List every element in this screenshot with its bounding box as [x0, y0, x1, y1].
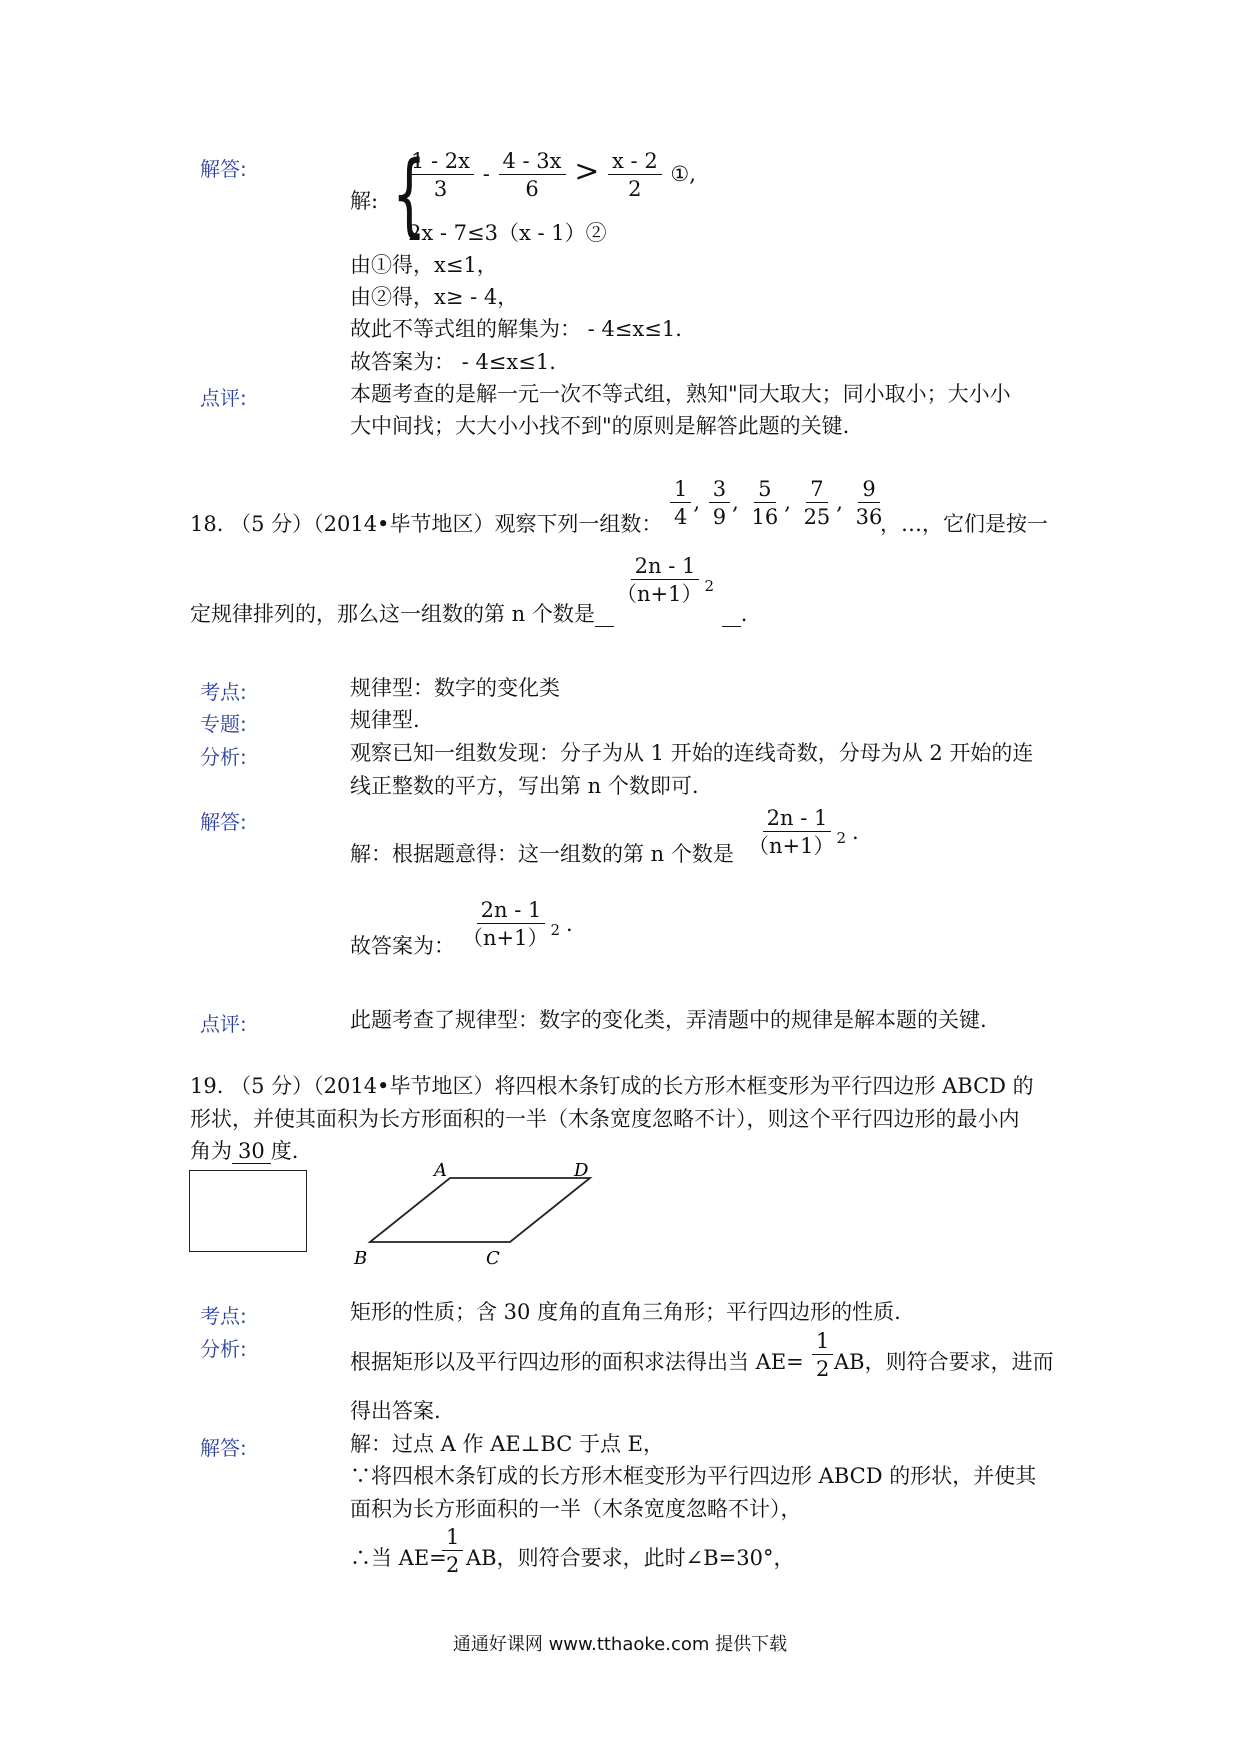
q19-solution-4: ∴当 AE= [350, 1546, 447, 1570]
inequality-1: $\frac{1 - 2x}{3}$ - $\frac{4 - 3x}{6}$ > $\frac{x - 2}{2}$ ①, [405, 148, 696, 203]
q19-solution-2: ∵将四根木条钉成的长方形木框变形为平行四边形 ABCD 的形状，并使其 [350, 1464, 1037, 1488]
q18-kaodian: 规律型：数字的变化类 [350, 676, 560, 700]
kaodian-label: 考点: [200, 1304, 247, 1328]
q19-line-1: 19. （5 分）（2014•毕节地区）将四根木条钉成的长方形木框变形为平行四边形 ABCD 的 [190, 1074, 1034, 1098]
q18-solution-fraction: $\frac{2n - 1}{(n+1) ^2}$ . [748, 806, 859, 858]
page-footer: 通通好课网 www.tthaoke.com 提供下载 [452, 1634, 788, 1655]
q19-kaodian: 矩形的性质；含 30 度角的直角三角形；平行四边形的性质. [350, 1300, 901, 1324]
step-2: 由②得，x≥ - 4， [350, 285, 519, 309]
solution-label: 解答: [200, 1436, 247, 1460]
comment-line-1: 本题考查的是解一元一次不等式组，熟知"同大取大；同小取小；大小小 [350, 382, 1011, 406]
vertex-c: C [486, 1248, 500, 1269]
q19-analysis-1b: AB，则符合要求，进而 [834, 1350, 1054, 1374]
q18-answer-label: 故答案为： [350, 934, 455, 958]
q18-sequence: $\frac{1}{4}$ , $\frac{3}{9}$ , $\frac{5}{16}$ , $\frac{7}{25}$ , $\frac{9}{36}$ [668, 476, 888, 531]
q18-analysis-1: 观察已知一组数发现：分子为从 1 开始的连线奇数，分母为从 2 开始的连 [350, 741, 1034, 765]
step-1: 由①得，x≤1， [350, 253, 498, 277]
solution-prefix: 解: [350, 189, 379, 213]
q18-answer-tail: . [722, 598, 747, 630]
rectangle-figure [189, 1170, 307, 1252]
solution-label: 解答: [200, 157, 247, 181]
q19-solution-fraction: $\frac{1}{2}$ [440, 1524, 465, 1579]
system-brace: { [392, 142, 427, 247]
q19-analysis-2: 得出答案. [350, 1399, 441, 1423]
q18-comment: 此题考查了规律型：数字的变化类，弄清题中的规律是解本题的关键. [350, 1008, 987, 1032]
comment-label: 点评: [200, 1012, 247, 1036]
answer-line: 故答案为： - 4≤x≤1. [350, 350, 556, 374]
zhuanti-label: 专题: [200, 712, 247, 736]
q18-solution: 解：根据题意得：这一组数的第 n 个数是 [350, 842, 734, 866]
q18-tail: ，…，它们是按一 [880, 512, 1048, 536]
solution-label: 解答: [200, 810, 247, 834]
analysis-label: 分析: [200, 745, 247, 769]
q18-final-fraction: $\frac{2n - 1}{(n+1) ^2}$ . [462, 898, 573, 950]
q19-solution-3: 面积为长方形面积的一半（木条宽度忽略不计）， [350, 1497, 802, 1521]
q19-line-3: 角为 30 度. [190, 1139, 299, 1163]
kaodian-label: 考点: [200, 680, 247, 704]
q19-half-fraction: $\frac{1}{2}$ [810, 1328, 835, 1383]
q19-solution-1: 解：过点 A 作 AE⊥BC 于点 E， [350, 1432, 665, 1456]
vertex-d: D [574, 1160, 589, 1181]
q18-line-2: 定规律排列的，那么这一组数的第 n 个数是 [190, 598, 614, 630]
vertex-b: B [354, 1248, 368, 1269]
q19-line-2: 形状，并使其面积为长方形面积的一半（木条宽度忽略不计），则这个平行四边形的最小内 [190, 1107, 1020, 1131]
q18-analysis-2: 线正整数的平方，写出第 n 个数即可. [350, 774, 699, 798]
step-3: 故此不等式组的解集为： - 4≤x≤1. [350, 317, 682, 341]
comment-label: 点评: [200, 386, 247, 410]
q18-answer-fraction: $\frac{2n - 1}{(n+1) ^2}$ [616, 554, 715, 606]
comment-line-2: 大中间找；大大小小找不到"的原则是解答此题的关键. [350, 414, 850, 438]
q19-analysis-1: 根据矩形以及平行四边形的面积求法得出当 AE= [350, 1350, 804, 1374]
inequality-2: 2x - 7≤3（x - 1）② [408, 221, 607, 245]
q18-zhuanti: 规律型. [350, 708, 420, 732]
parallelogram-figure [340, 1160, 620, 1270]
q18-head: 18. （5 分）（2014•毕节地区）观察下列一组数： [190, 512, 663, 536]
vertex-a: A [434, 1160, 447, 1181]
q19-solution-4b: AB，则符合要求，此时∠B=30°， [466, 1546, 795, 1570]
analysis-label: 分析: [200, 1337, 247, 1361]
